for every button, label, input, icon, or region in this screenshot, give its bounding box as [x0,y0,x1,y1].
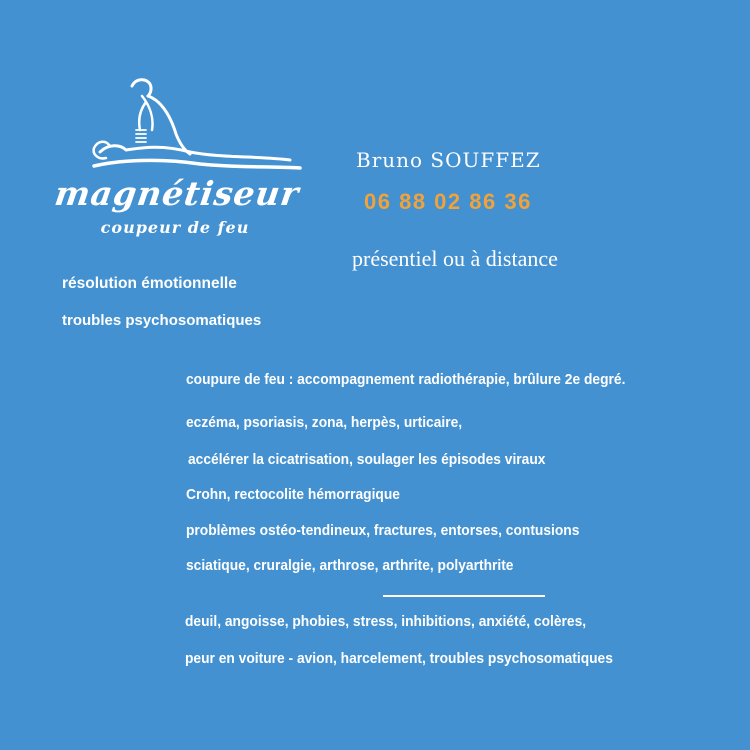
list-item: problèmes ostéo-tendineux, fractures, entorses, contusions [186,522,580,539]
list-item: deuil, angoisse, phobies, stress, inhibitions, anxiété, colères, [185,613,587,630]
list-item: Crohn, rectocolite hémorragique [186,486,400,503]
list-item: coupure de feu : accompagnement radiothérapie, brûlure 2e degré. [186,371,626,388]
list-item: peur en voiture - avion, harcelement, troubles psychosomatiques [185,650,613,667]
consultation-mode: présentiel ou à distance [352,246,558,271]
practitioner-name: Bruno SOUFFEZ [356,148,541,172]
brand-subtitle: coupeur de feu [100,218,250,237]
divider [383,595,545,597]
specialty-emotional: résolution émotionnelle [62,275,237,292]
massage-person-icon [80,74,310,174]
brand-title: magnétiseur [52,174,302,213]
list-item: sciatique, cruralgie, arthrose, arthrite, polyarthrite [186,557,514,574]
list-item: accélérer la cicatrisation, soulager les épisodes viraux [188,451,546,468]
list-item: eczéma, psoriasis, zona, herpès, urticaire, [186,414,463,431]
phone-number[interactable]: 06 88 02 86 36 [364,189,532,214]
specialty-psychosomatic: troubles psychosomatiques [62,312,262,329]
